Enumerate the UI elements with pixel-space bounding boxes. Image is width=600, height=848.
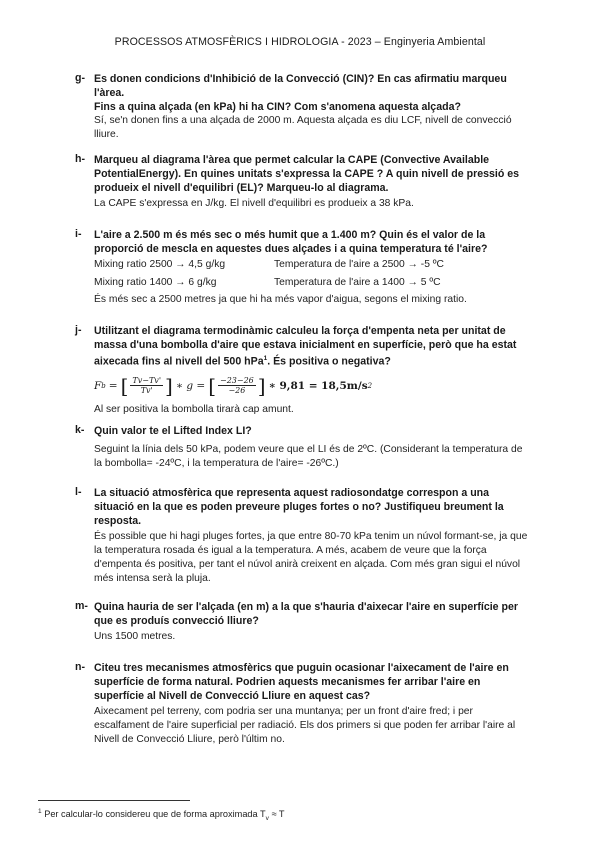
question-letter: k- [75, 424, 85, 436]
footnote [38, 808, 285, 822]
mixing-row [94, 256, 530, 274]
fraction-denominator: −26 [228, 386, 246, 396]
fraction-numerator: Tv−Tv' [132, 376, 162, 386]
answer-text: És possible que hi hagi pluges fortes, ja que entre 80-70 kPa tenim un núvol formant-se, ja que la temperatura rosada és igual a la temperatura. A més, acabem de veure que la força d'empenta és positiva, per tant el núvol anirà creixent en alçada. Com més gran sigui el núvol més intensa serà la pluja. [94, 531, 528, 584]
question-letter: l- [75, 486, 82, 498]
formula-lhs-sub: b [101, 381, 106, 390]
formula-result-sup: 2 [367, 381, 373, 390]
question-text: Quina hauria de ser l'alçada (en m) a la que s'hauria d'aixecar l'aire en superfície per que es produís convecció lliure? [94, 601, 518, 627]
question-letter: j- [75, 324, 82, 336]
mixing-row [94, 274, 530, 292]
formula-fraction-2 [218, 376, 256, 395]
question-letter: n- [75, 661, 85, 673]
formula-g: ∗ g = [175, 379, 206, 392]
question-letter: h- [75, 153, 85, 165]
question-text: Marqueu al diagrama l'àrea que permet calcular la CAPE (Convective Available PotentialEnergy). En quines unitats s'expressa la CAPE ? A quin nivell de pressió es produeix el nivell d'equilibri (EL)? Marqueu-lo al diagrama. [94, 154, 520, 194]
formula-lhs: F [94, 379, 102, 392]
formula-result: ∗ 9,81 = 18,5m/s [268, 379, 368, 392]
question-letter: g- [75, 72, 85, 84]
fraction-denominator: Tv' [140, 386, 153, 396]
answer-text: És més sec a 2500 metres ja que hi ha més vapor d'aigua, segons el mixing ratio. [94, 294, 467, 305]
question-text: Citeu tres mecanismes atmosfèrics que puguin ocasionar l'aixecament de l'aire en superfície de forma natural. Podrien aquests mecanismes fer arribar l'aire en superfície al Nivell de Convecció Lliure en aquest cas? [94, 662, 509, 702]
mixing-ratio-table [94, 256, 530, 292]
answer-text: Aixecament pel terreny, com podria ser una muntanya; per un front d'aire fred; i per escalfament de l'aire superficial per radiació. Els dos primers si que poden fer arribar l'aire al Nivell de Convecció Lliure, però l'últim no. [94, 706, 516, 745]
question-text: Quin valor te el Lifted Index LI? [94, 425, 252, 437]
question-text: La situació atmosfèrica que representa aquest radiosondatge correspon a una situació en la que es poden preveure pluges fortes o no? Justifiqueu breument la resposta. [94, 487, 504, 527]
question-text-main: Utilitzant el diagrama termodinàmic calculeu la força d'empenta neta per unitat de massa d'una bombolla d'aire que estava inicialment en superfície, però que ha estat aixecada fins al nivell del 500 hPa [94, 325, 517, 368]
answer-text: Uns 1500 metres. [94, 631, 176, 642]
mixing-ratio-value: Mixing ratio 2500 → 4,5 g/kg [94, 259, 226, 270]
page-header: PROCESSOS ATMOSFÈRICS I HIDROLOGIA - 2023 – Enginyeria Ambiental [114, 36, 486, 48]
footnote-divider [38, 800, 190, 801]
question-text: Es donen condicions d'Inhibició de la Convecció (CIN)? En cas afirmatiu marqueu l'àrea. [94, 73, 507, 99]
footnote-end: ≈ T [268, 809, 285, 820]
answer-text: Seguint la línia dels 50 kPa, podem veure que el LI és de 2ºC. (Considerant la temperatura de la bombolla= -24ºC, i la temperatura de l'aire= -26ºC.) [94, 444, 523, 469]
question-letter: m- [75, 600, 88, 612]
footnote-text: Per calcular-lo considereu que de forma aproximada T [44, 809, 266, 820]
answer-text: Sí, se'n donen fins a una alçada de 2000 m. Aquesta alçada es diu LCF, nivell de convecció lliure. [94, 115, 512, 140]
question-text-2: Fins a quina alçada (en kPa) hi ha CIN? Com s'anomena aquesta alçada? [94, 101, 461, 113]
question-text: L'aire a 2.500 m és més sec o més humit que a 1.400 m? Quin és el valor de la proporció de mescla en aquestes dues alçades i a quina temperatura té l'aire? [94, 229, 488, 255]
question-letter: i- [75, 228, 82, 240]
footnote-reference: 1 [263, 355, 268, 362]
question-text [94, 324, 530, 369]
answer-text: Al ser positiva la bombolla tirarà cap amunt. [94, 403, 294, 415]
air-temperature-value: Temperatura de l'aire a 2500 → -5 ºC [274, 259, 444, 270]
fraction-numerator: −23−26 [220, 376, 254, 386]
buoyancy-formula: F b = [ $\frac{Tv-Tv'}{Tv'}$ ] ∗ g = [ $\frac{-23-26}{-26}$ ] ∗ 9,81 = 18,5m/s 2 [94, 373, 373, 398]
footnote-mark: 1 [38, 808, 42, 815]
air-temperature-value: Temperatura de l'aire a 1400 → 5 ºC [274, 277, 441, 288]
footnote-sub: v [265, 814, 269, 822]
answer-text: La CAPE s'expressa en J/kg. El nivell d'equilibri es produeix a 38 kPa. [94, 198, 414, 209]
mixing-ratio-value: Mixing ratio 1400 → 6 g/kg [94, 277, 217, 288]
formula-fraction-1 [130, 376, 163, 395]
question-text-end: . És positiva o negativa? [267, 355, 391, 368]
